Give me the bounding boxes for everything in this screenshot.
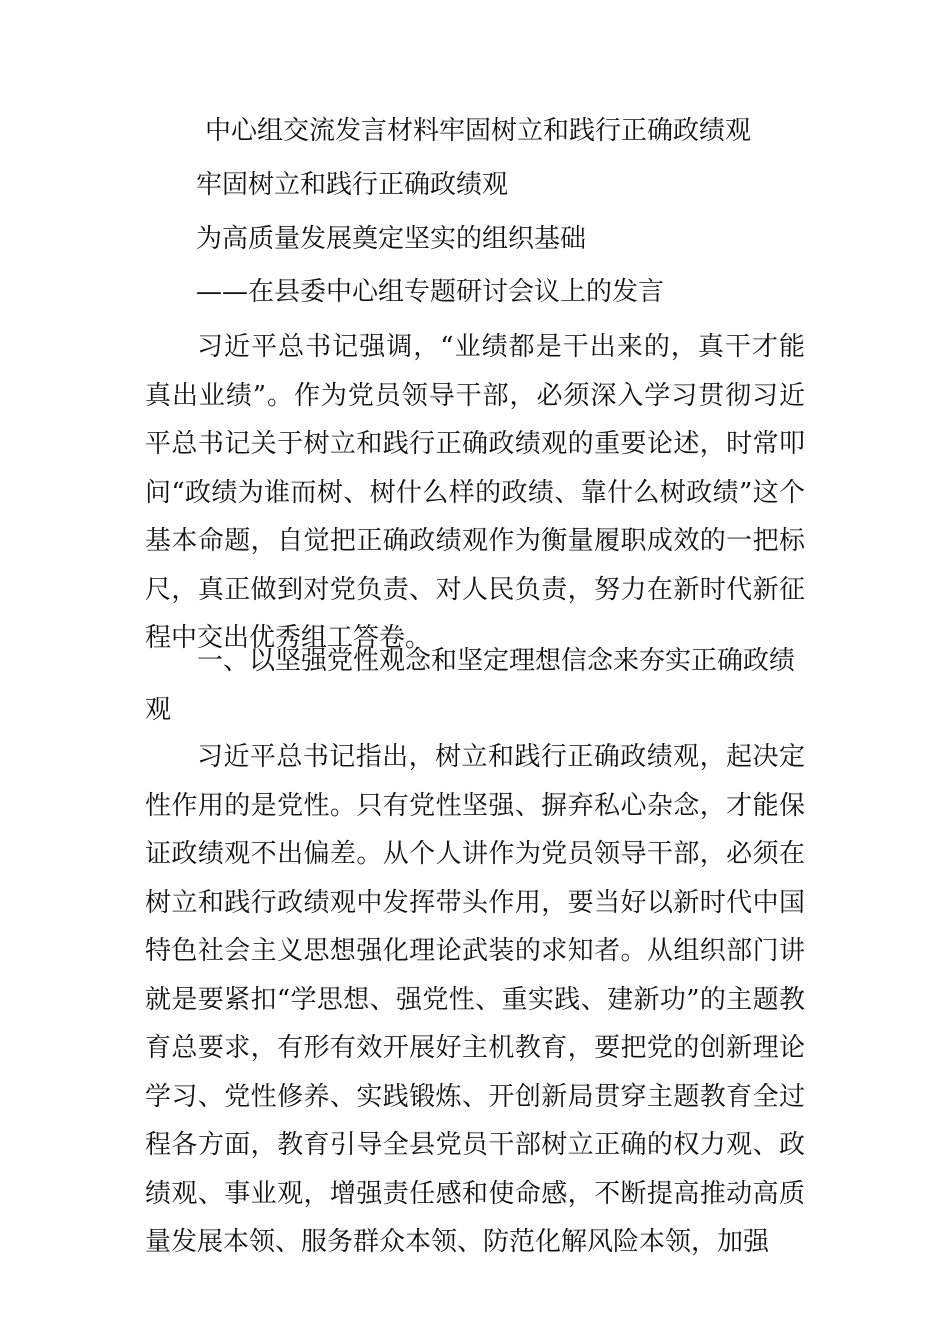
section-heading-1: 一、以坚强党性观念和坚定理想信念来夯实正确政绩观 <box>145 646 796 725</box>
document-title: 中心组交流发言材料牢固树立和践行正确政绩观 <box>205 116 752 146</box>
speech-title-line-1: 牢固树立和践行正确政绩观 <box>196 170 509 200</box>
section-1-paragraph: 习近平总书记指出，树立和践行正确政绩观，起决定性作用的是党性。只有党性坚强、摒弃私心杂念，才能保证政绩观不出偏差。从个人讲作为党员领导干部，必须在树立和践行政绩观中发挥带头作用，要当好以新时代中国特色社会主义思想强化理论武装的求知者。从组织部门讲就是要紧扣“学思想、强党性、重实践、建新功”的主题教育总要求，有形有效开展好主机教育，要把党的创新理论学习、党性修养、实践锻炼、开创新局贯穿主题教育全过程各方面，教育引导全县党员干部树立正确的权力观、政绩观、事业观，增强责任感和使命感，不断提高推动高质量发展本领、服务群众本领、防范化解风险本领，加强 <box>145 742 805 1257</box>
intro-paragraph: 习近平总书记强调，“业绩都是干出来的，真干才能真出业绩”。作为党员领导干部，必须深入学习贯彻习近平总书记关于树立和践行正确政绩观的重要论述，时常叩问“政绩为谁而树、树什么样的政绩、靠什么树政绩”这个基本命题，自觉把正确政绩观作为衡量履职成效的一把标尺，真正做到对党负责、对人民负责，努力在新时代新征程中交出优秀组工答卷。 <box>145 332 805 653</box>
speech-subtitle: ——在县委中心组专题研讨会议上的发言 <box>196 277 665 307</box>
speech-title-line-2: 为高质量发展奠定坚实的组织基础 <box>196 224 587 254</box>
